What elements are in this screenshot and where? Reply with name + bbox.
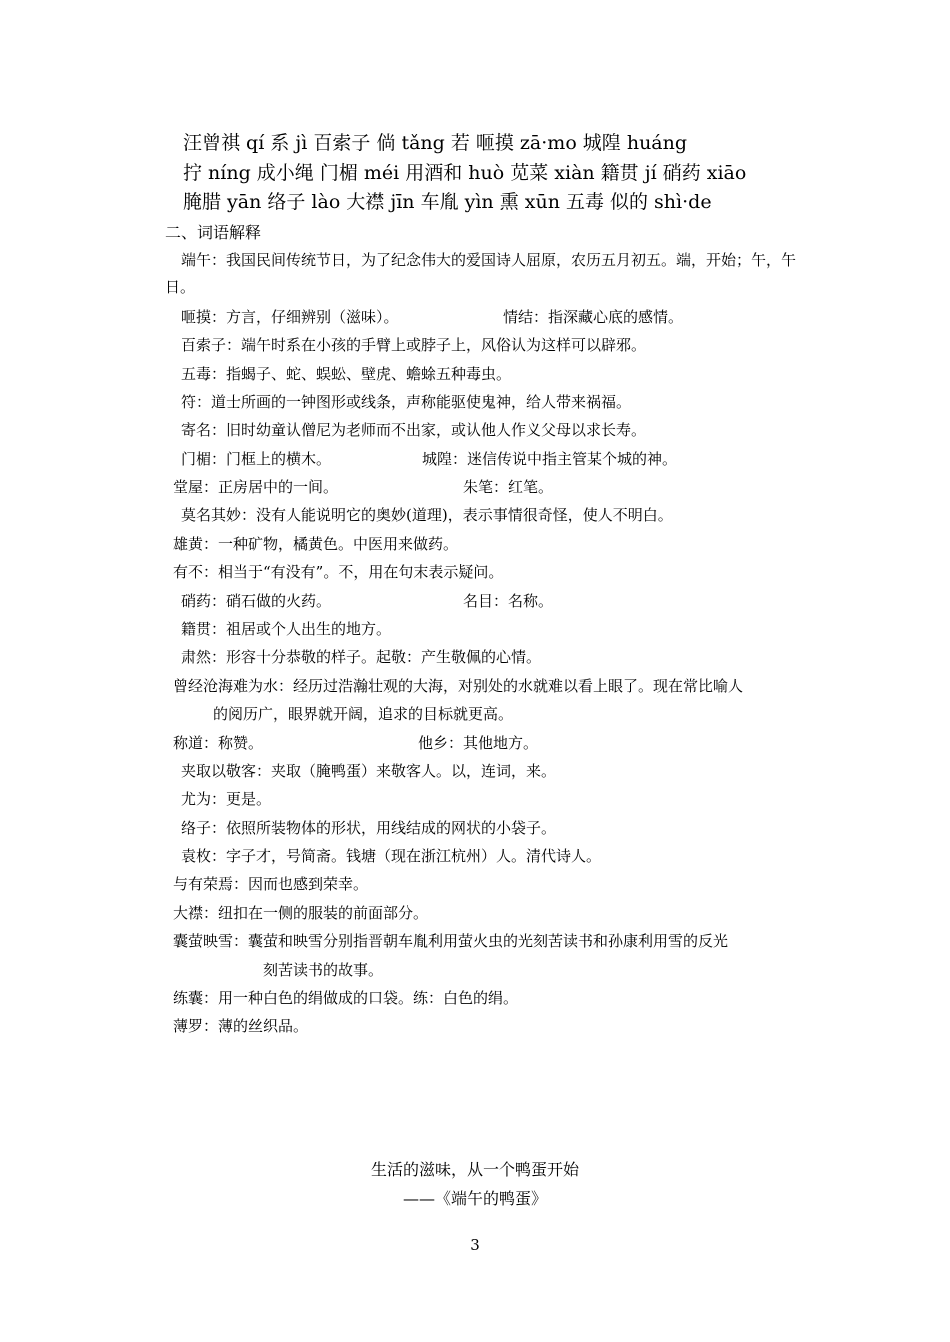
- entry-yuanmei: 袁枚：字子才，号简斋。钱塘（现在浙江杭州）人。清代诗人。: [181, 847, 602, 865]
- entry-laozi: 络子：依照所装物体的形状，用线结成的网状的小袋子。: [181, 819, 557, 837]
- entry-liannang: 练囊：用一种白色的绢做成的口袋。练：白色的绢。: [173, 989, 519, 1007]
- entry-cengjingcanghai-cont: 的阅历广，眼界就开阔，追求的目标就更高。: [213, 705, 514, 723]
- pinyin-line-2: 拧 níng 成小绳 门楣 méi 用酒和 huò 苋菜 xiàn 籍贯 jí 硝药 xiāo: [183, 162, 747, 184]
- entry-youbu: 有不：相当于“有没有”。不，用在句末表示疑问。: [173, 563, 504, 581]
- entry-xiaoyao: 硝药：硝石做的火药。: [181, 592, 332, 610]
- entry-momingqimiao: 莫名其妙：没有人能说明它的奥妙(道理)，表示事情很奇怪，使人不明白。: [181, 506, 673, 524]
- entry-cengjingcanghai: 曾经沧海难为水：经历过浩瀚壮观的大海，对别处的水就难以看上眼了。现在常比喻人: [173, 677, 744, 695]
- entry-youwei: 尤为：更是。: [181, 790, 272, 808]
- entry-xionghuang: 雄黄：一种矿物，橘黄色。中医用来做药。: [173, 535, 459, 553]
- entry-nangying-cont: 刻苦读书的故事。: [263, 961, 384, 979]
- entry-taxiang: 他乡：其他地方。: [418, 734, 539, 752]
- entry-jiaqu: 夹取以敬客：夹取（腌鸭蛋）来敬客人。以，连词，来。: [181, 762, 557, 780]
- entry-chengdao: 称道：称赞。: [173, 734, 264, 752]
- footer-quote: 生活的滋味，从一个鸭蛋开始: [370, 1160, 579, 1179]
- entry-nangying: 囊萤映雪：囊萤和映雪分别指晋朝车胤利用萤火虫的光刻苦读书和孙康利用雪的反光: [173, 932, 729, 950]
- entry-dajin: 大襟：纽扣在一侧的服装的前面部分。: [173, 904, 429, 922]
- pinyin-line-3: 腌腊 yān 络子 lào 大襟 jīn 车胤 yìn 熏 xūn 五毒 似的 shì·de: [183, 191, 712, 213]
- entry-suran: 肃然：形容十分恭敬的样子。起敬：产生敬佩的心情。: [181, 648, 542, 666]
- entry-baisuozi: 百索子：端午时系在小孩的手臂上或脖子上，风俗认为这样可以辟邪。: [181, 336, 647, 354]
- pinyin-line-1: 汪曾祺 qí 系 jì 百索子 倘 tǎng 若 咂摸 zā·mo 城隍 huáng: [183, 132, 688, 154]
- entry-menmei: 门楣：门框上的横木。: [181, 450, 332, 468]
- entry-mingmu: 名目：名称。: [463, 592, 554, 610]
- section-title: 二、词语解释: [165, 223, 262, 242]
- entry-duanwu-cont: 日。: [165, 278, 196, 296]
- entry-duanwu: 端午：我国民间传统节日，为了纪念伟大的爱国诗人屈原，农历五月初五。端，开始；午，午: [181, 251, 797, 269]
- entry-boluo: 薄罗：薄的丝织品。: [173, 1017, 309, 1035]
- entry-chenghuang: 城隍：迷信传说中指主管某个城的神。: [422, 450, 678, 468]
- entry-jiming: 寄名：旧时幼童认僧尼为老师而不出家，或认他人作义父母以求长寿。: [181, 421, 647, 439]
- entry-wudu: 五毒：指蝎子、蛇、蜈蚣、壁虎、蟾蜍五种毒虫。: [181, 365, 512, 383]
- footer-source: ——《端午的鸭蛋》: [402, 1189, 547, 1208]
- entry-fu: 符：道士所画的一钟图形或线条，声称能驱使鬼神，给人带来祸福。: [181, 393, 632, 411]
- entry-tangwu: 堂屋：正房居中的一间。: [173, 478, 339, 496]
- entry-qingjie: 情结：指深藏心底的感情。: [503, 308, 684, 326]
- entry-yuyourongyan: 与有荣焉：因而也感到荣幸。: [173, 875, 369, 893]
- entry-jiguan: 籍贯：祖居或个人出生的地方。: [181, 620, 392, 638]
- entry-zhubi: 朱笔：红笔。: [463, 478, 554, 496]
- entry-zamo: 咂摸：方言，仔细辨别（滋味）。: [181, 308, 399, 326]
- page-number: 3: [470, 1236, 480, 1254]
